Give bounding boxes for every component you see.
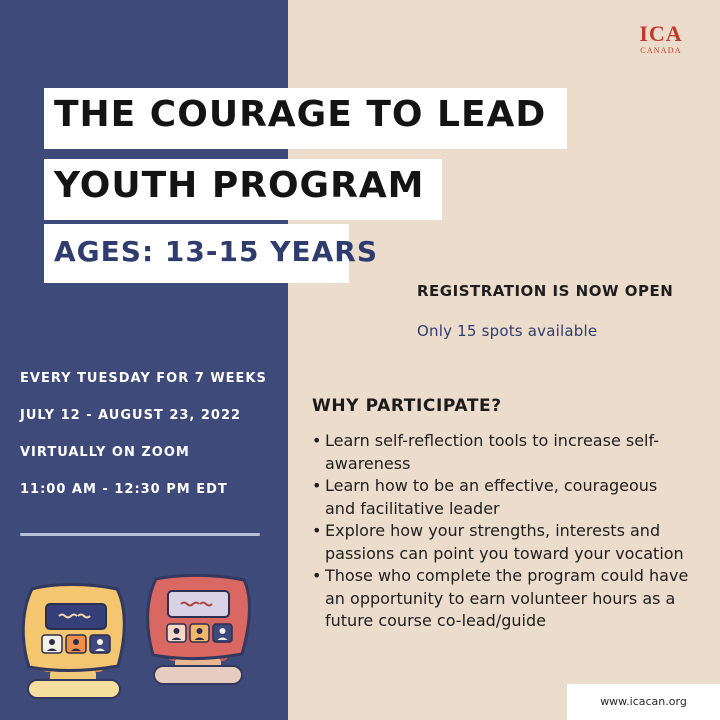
benefit-item <box>312 520 692 565</box>
benefit-text: Learn self-reflection tools to increase self-awareness <box>325 431 660 473</box>
benefits-list <box>312 430 692 633</box>
benefit-item <box>312 430 692 475</box>
registration-heading: REGISTRATION IS NOW OPEN <box>417 282 674 300</box>
ages-badge: AGES: 13-15 YEARS <box>44 224 349 283</box>
logo-subtitle: CANADA <box>640 46 682 55</box>
computer-illustration <box>0 565 288 720</box>
title-line-1: THE COURAGE TO LEAD <box>44 88 567 149</box>
why-heading: WHY PARTICIPATE? <box>312 396 502 416</box>
benefit-item <box>312 475 692 520</box>
schedule-divider <box>20 533 260 536</box>
schedule-dates: JULY 12 - AUGUST 23, 2022 <box>20 408 242 423</box>
ica-canada-logo <box>632 22 690 58</box>
benefit-item <box>312 565 692 633</box>
schedule-list <box>20 370 280 518</box>
title-line-2: YOUTH PROGRAM <box>44 159 442 220</box>
bullet: • <box>312 476 322 495</box>
spots-text: Only 15 spots available <box>417 322 598 340</box>
schedule-location: VIRTUALLY ON ZOOM <box>20 445 190 460</box>
benefit-text: Learn how to be an effective, courageous and facilitative leader <box>325 476 658 518</box>
schedule-frequency: EVERY TUESDAY FOR 7 WEEKS <box>20 371 267 386</box>
computer-icon <box>140 571 262 706</box>
bullet: • <box>312 431 322 450</box>
benefit-text: Explore how your strengths, interests and passions can point you toward your vocation <box>325 521 684 563</box>
benefit-text: Those who complete the program could have an opportunity to earn volunteer hours as a future course co-lead/guide <box>325 566 689 630</box>
schedule-time: 11:00 AM - 12:30 PM EDT <box>20 482 228 497</box>
computer-icon <box>14 579 139 719</box>
logo-mark: ICA <box>639 21 683 46</box>
bullet: • <box>312 566 322 585</box>
website-url[interactable]: www.icacan.org <box>567 684 720 720</box>
bullet: • <box>312 521 322 540</box>
